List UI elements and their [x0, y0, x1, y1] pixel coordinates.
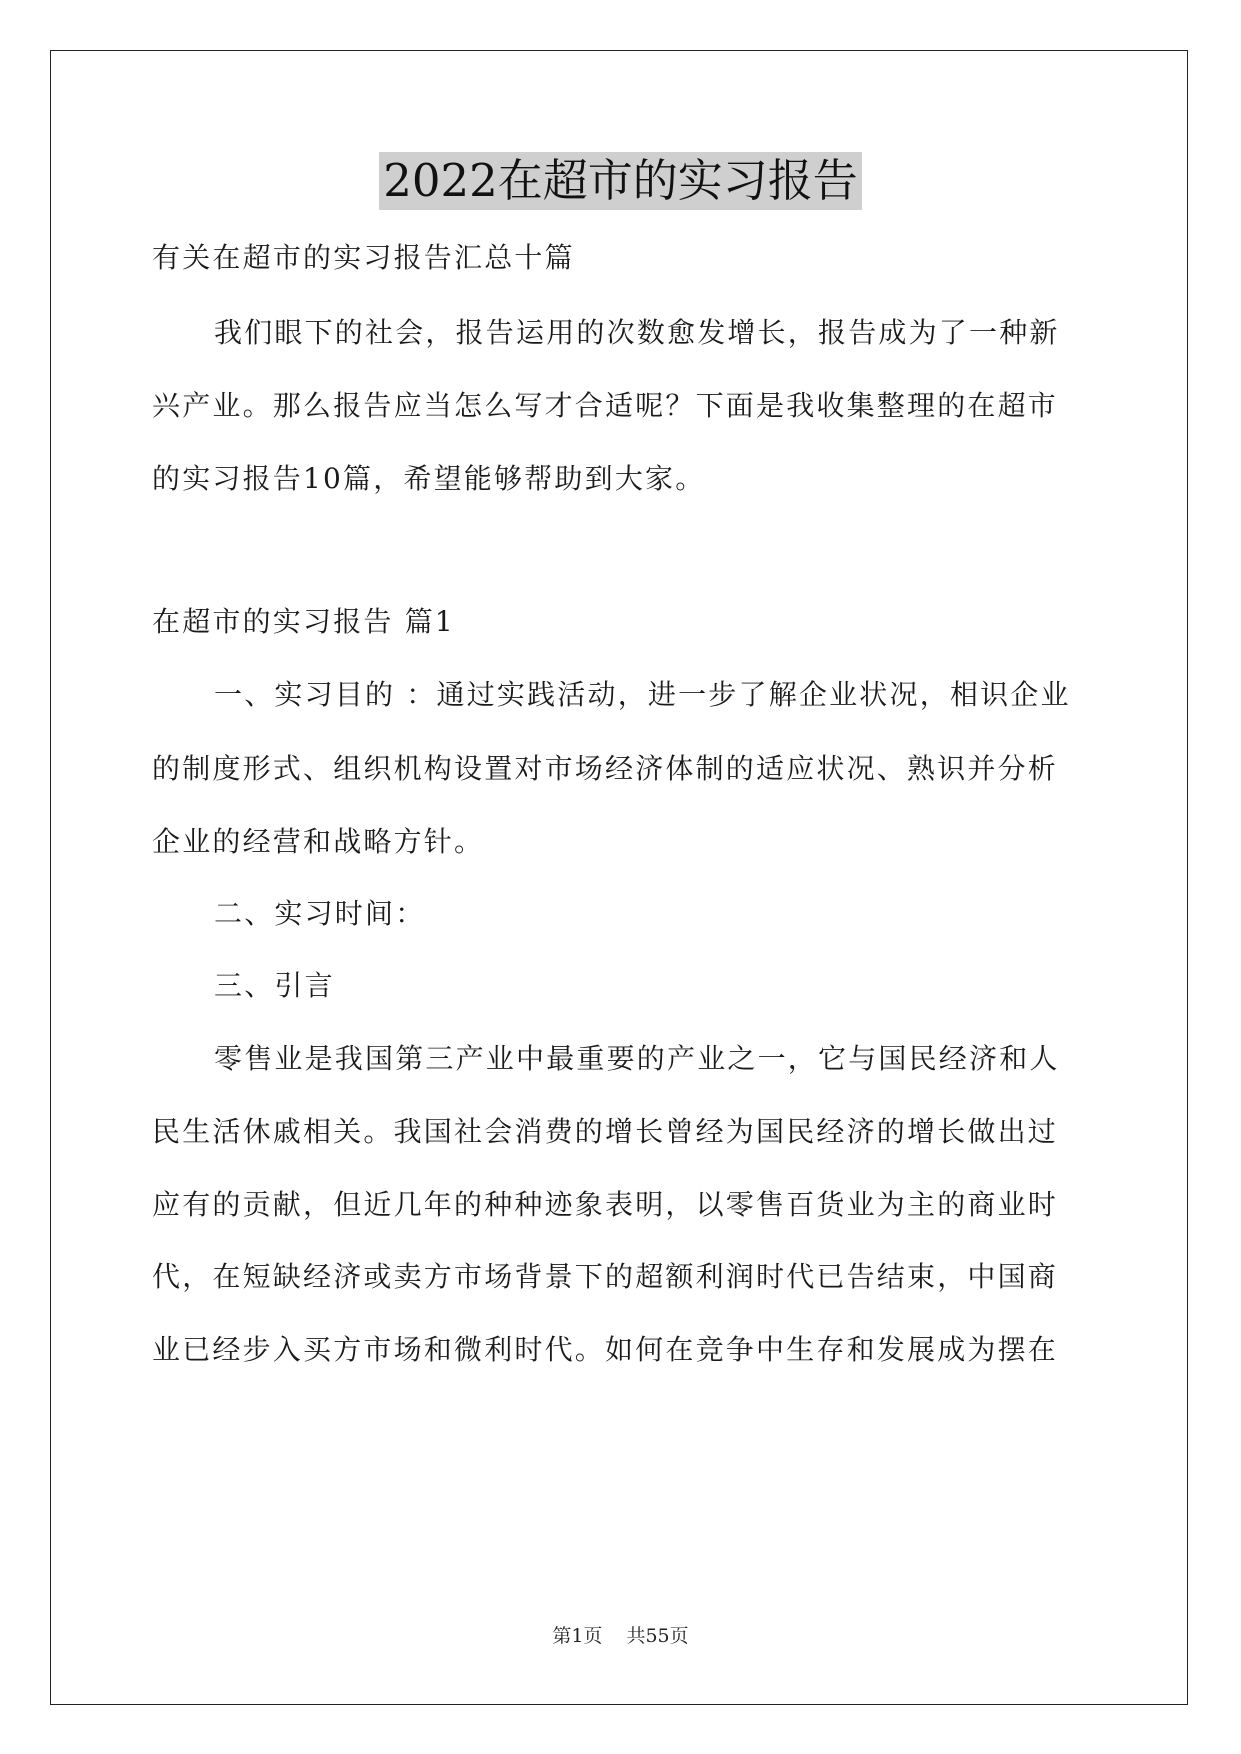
intro-line-2: 兴产业。那么报告应当怎么写才合适呢？下面是我收集整理的在超市 — [152, 389, 1059, 422]
time-heading: 二、实习时间： — [214, 897, 426, 930]
intro-line-1: 我们眼下的社会，报告运用的次数愈发增长，报告成为了一种新 — [214, 316, 1060, 349]
retail-line-3: 应有的贡献，但近几年的种种迹象表明，以零售百货业为主的商业时 — [152, 1188, 1059, 1221]
retail-line-5: 业已经步入买方市场和微利时代。如何在竞争中生存和发展成为摆在 — [152, 1333, 1059, 1366]
purpose-line-1: 一、实习目的 ：通过实践活动，进一步了解企业状况，相识企业 — [214, 678, 1071, 711]
purpose-line-3: 企业的经营和战略方针。 — [152, 825, 485, 858]
page-footer — [0, 1621, 1241, 1648]
subtitle: 有关在超市的实习报告汇总十篇 — [152, 241, 575, 274]
title-container — [0, 152, 1241, 210]
document-title: 2022在超市的实习报告 — [379, 152, 862, 210]
intro-line-3: 的实习报告10篇，希望能够帮助到大家。 — [152, 462, 706, 495]
purpose-line-2: 的制度形式、组织机构设置对市场经济体制的适应状况、熟识并分析 — [152, 752, 1059, 785]
page-border — [50, 50, 1188, 1705]
retail-line-4: 代，在短缺经济或卖方市场背景下的超额利润时代已告结束，中国商 — [152, 1260, 1059, 1293]
page-total: 共55页 — [626, 1625, 689, 1647]
section-heading: 在超市的实习报告 篇1 — [152, 605, 455, 638]
retail-line-1: 零售业是我国第三产业中最重要的产业之一，它与国民经济和人 — [214, 1042, 1060, 1075]
page-number: 第1页 — [552, 1625, 603, 1647]
intro-heading: 三、引言 — [214, 969, 335, 1002]
retail-line-2: 民生活休戚相关。我国社会消费的增长曾经为国民经济的增长做出过 — [152, 1115, 1059, 1148]
